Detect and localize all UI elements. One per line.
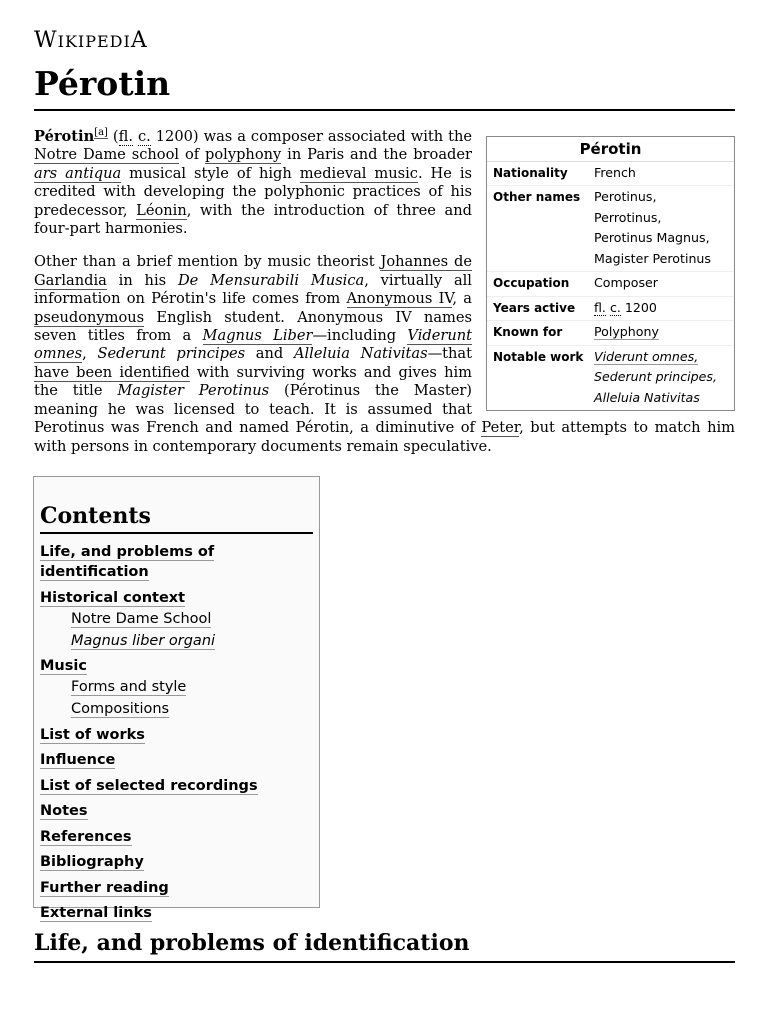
infobox-row-years-active	[487, 297, 734, 322]
text: of	[179, 146, 206, 164]
infobox	[486, 136, 735, 411]
toc-sublist	[71, 609, 319, 651]
infobox-label: Known for	[493, 325, 563, 339]
infobox-label: Notable work	[493, 349, 584, 364]
infobox-value-line: Magister Perotinus	[594, 250, 711, 266]
text: in Paris and the broader	[281, 146, 472, 164]
circa-link[interactable]: c.	[609, 299, 621, 315]
toc-item-influence[interactable]	[40, 750, 319, 770]
viderunt-omnes-link[interactable]: Viderunt omnes	[34, 327, 472, 363]
toc-item-recordings[interactable]	[40, 776, 319, 796]
toc-item-label: Further reading	[40, 879, 169, 896]
johannes-de-garlandia-link[interactable]: Johannes de Garlandia	[34, 253, 472, 289]
toc-item-label: References	[40, 828, 132, 845]
infobox-label: Occupation	[493, 276, 570, 290]
infobox-row-notable-work	[487, 346, 734, 411]
text: with surviving works and gives him the title	[34, 363, 472, 400]
toc-item-label: Historical context	[40, 589, 186, 606]
ars-antiqua-link[interactable]: ars antiqua	[34, 164, 122, 182]
infobox-value	[594, 187, 734, 269]
subject-name: Pérotin	[34, 128, 95, 145]
infobox-value	[594, 322, 734, 343]
toc-subitem-compositions[interactable]	[71, 699, 319, 719]
infobox-value-line: Perotinus,	[594, 189, 657, 204]
infobox-value	[594, 298, 734, 319]
toc-item-notes[interactable]	[40, 801, 319, 821]
toc-item-list-of-works[interactable]	[40, 725, 319, 745]
anonymous-iv-link[interactable]: Anonymous IV	[346, 290, 453, 308]
notre-dame-school-link[interactable]: Notre Dame school	[34, 146, 180, 164]
footnote-link-a[interactable]: [a]	[94, 127, 108, 139]
infobox-value-line: Perrotinus,	[594, 209, 662, 225]
lead-section	[34, 128, 735, 471]
italic-title: Alleluia Nativitas	[293, 345, 428, 363]
toc-subitem-label: Forms and style	[71, 679, 187, 695]
toc-item-label: Music	[40, 658, 87, 674]
toc-subitem-label: Magnus liber organi	[71, 632, 216, 649]
wikipedia-wordmark[interactable]	[34, 28, 148, 53]
table-of-contents	[33, 476, 320, 921]
infobox-value: Composer	[594, 275, 658, 290]
page-title: Pérotin	[34, 64, 171, 103]
polyphony-link[interactable]: polyphony	[205, 146, 282, 164]
toc-item-label: Bibliography	[40, 854, 144, 870]
toc-item-life[interactable]	[40, 542, 319, 582]
toc-item-label: Notes	[40, 803, 88, 819]
toc-item-historical-context[interactable]	[40, 588, 319, 651]
toc-subitem-label: Notre Dame School	[71, 610, 212, 627]
toc-item-external-links[interactable]	[40, 903, 319, 923]
text: (	[107, 128, 119, 145]
infobox-label: Other names	[493, 190, 581, 204]
infobox-label: Nationality	[493, 165, 568, 180]
toc-item-label: Influence	[40, 752, 116, 768]
toc-title: Contents	[40, 503, 313, 534]
infobox-row-occupation	[487, 272, 734, 297]
toc-item-bibliography[interactable]	[40, 852, 319, 872]
toc-item-music[interactable]	[40, 656, 319, 719]
wordmark-smallcaps: IKIPEDI	[57, 32, 131, 51]
italic-title: Magister Perotinus	[117, 382, 270, 400]
notable-work-link[interactable]	[594, 347, 728, 368]
identified-works-link[interactable]: have been identified	[34, 363, 190, 381]
toc-item-label: External links	[40, 905, 152, 921]
text: English student. Anonymous IV names seven titles from a	[34, 308, 472, 345]
text: 1200) was a composer associated with the	[150, 128, 473, 145]
section-divider	[34, 961, 735, 963]
text: and	[245, 345, 294, 363]
infobox-row-known-for	[487, 321, 734, 346]
infobox-value: French	[594, 164, 636, 180]
toc-sublist	[71, 677, 319, 719]
text: in his	[106, 271, 178, 289]
notable-work-text: Viderunt omnes,	[594, 348, 699, 364]
text: ,	[82, 345, 98, 363]
wordmark-final: A	[130, 28, 148, 53]
wordmark-initial: W	[34, 28, 58, 53]
title-divider	[34, 109, 735, 111]
floruit-link[interactable]: fl.	[594, 299, 606, 315]
infobox-row-other-names	[487, 186, 734, 272]
text: Other than a brief mention by music theorist	[34, 253, 381, 271]
toc-item-references[interactable]	[40, 827, 319, 847]
toc-subitem-forms-and-style[interactable]	[71, 677, 319, 697]
toc-item-label: List of selected recordings	[40, 777, 258, 794]
toc-item-label: List of works	[40, 726, 145, 743]
text: , a	[452, 290, 472, 308]
text: , virtually all information on Pérotin's life comes from	[34, 271, 472, 308]
toc-item-label: Life, and problems of identification	[40, 544, 215, 580]
toc-subitem-notre-dame-school[interactable]	[71, 609, 319, 629]
toc-subitem-label: Compositions	[71, 701, 170, 717]
polyphony-link[interactable]: Polyphony	[594, 324, 659, 339]
pseudonymous-link[interactable]: pseudonymous	[34, 308, 145, 326]
infobox-value	[594, 347, 734, 409]
section-heading: Life, and problems of identification	[34, 930, 470, 956]
text: (Pérotinus the Master) meaning he was licensed to teach. It is assumed that Perotinus was French and named Pérotin, a diminutive of	[34, 382, 482, 437]
infobox-row-nationality	[487, 162, 734, 187]
circa-link[interactable]: c.	[137, 128, 151, 145]
toc-list	[40, 542, 319, 923]
text: , but attempts to match him with persons in contemporary documents remain speculative.	[34, 419, 735, 455]
text: . He is credited with developing the polyphonic practices of his predecessor,	[34, 164, 473, 219]
text: , with the introduction of three and four-part harmonies.	[34, 201, 472, 238]
medieval-music-link[interactable]: medieval music	[299, 164, 418, 182]
italic-title: De Mensurabili Musica	[177, 271, 365, 289]
notable-work-item: Sederunt principes,	[594, 369, 717, 384]
magnus-liber-link[interactable]: Magnus Liber	[202, 327, 313, 345]
toc-item-further-reading[interactable]	[40, 878, 319, 898]
text: musical style of high	[121, 164, 300, 182]
toc-subitem-magnus-liber[interactable]	[71, 631, 319, 651]
infobox-label: Years active	[493, 300, 576, 315]
year-text: 1200	[620, 299, 657, 315]
infobox-title: Pérotin	[487, 137, 734, 162]
italic-title: Sederunt principes	[97, 345, 246, 363]
text: —that	[427, 345, 472, 363]
notable-work-item: Alleluia Nativitas	[594, 389, 700, 405]
infobox-value-line: Perotinus Magnus,	[594, 230, 710, 245]
leonin-link[interactable]: Léonin	[136, 201, 187, 219]
floruit-link[interactable]: fl.	[118, 128, 133, 145]
peter-link[interactable]: Peter	[481, 419, 520, 437]
text: —including	[312, 327, 408, 345]
